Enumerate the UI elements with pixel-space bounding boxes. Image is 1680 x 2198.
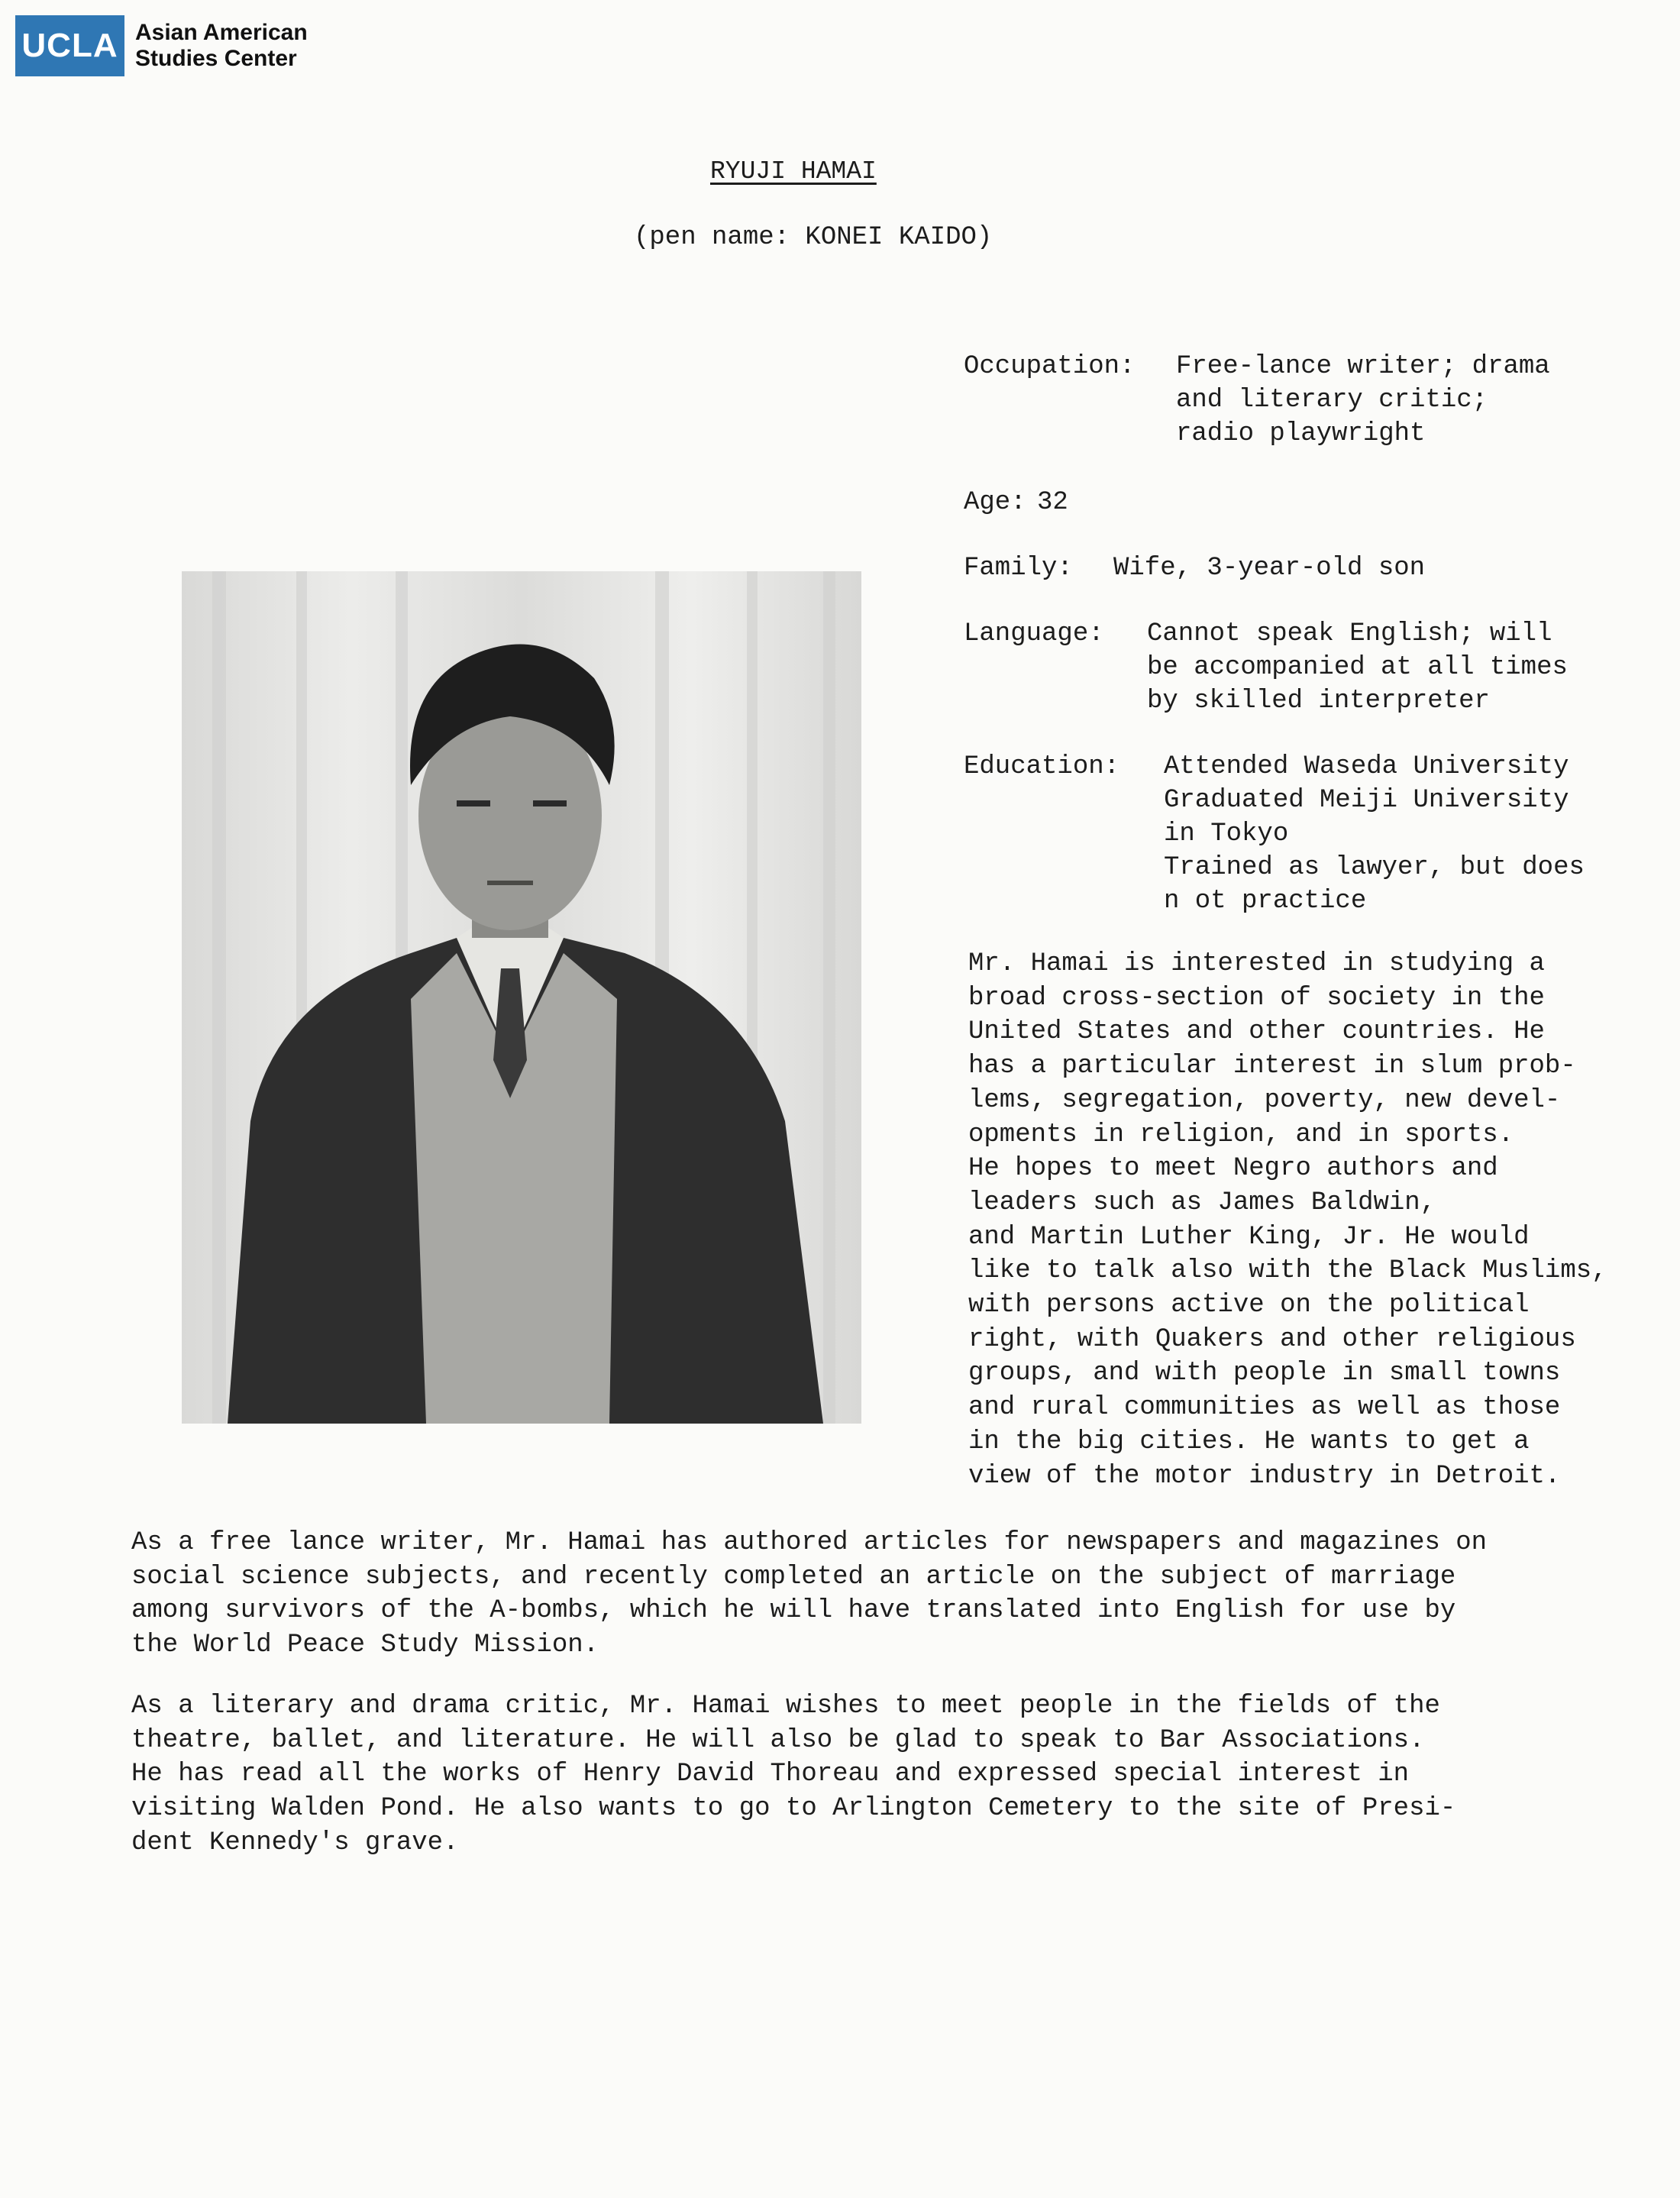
occupation-line: Free-lance writer; drama: [1176, 352, 1550, 381]
paragraph-line: the World Peace Study Mission.: [131, 1631, 599, 1660]
document-title: RYUJI HAMAI: [710, 157, 877, 186]
education-line: n ot practice: [1164, 887, 1367, 916]
paragraph-line: As a free lance writer, Mr. Hamai has authored articles for newspapers and magazines on: [131, 1528, 1488, 1557]
bio-line: with persons active on the political: [968, 1291, 1530, 1320]
org-name-line-2: Studies Center: [135, 46, 297, 71]
family-label: Family:: [964, 554, 1073, 583]
occupation-line: radio playwright: [1176, 419, 1426, 448]
ucla-logo: [15, 15, 308, 76]
family-value: Wife, 3-year-old son: [1113, 554, 1426, 583]
org-name: [135, 20, 308, 72]
paragraph-line: dent Kennedy's grave.: [131, 1828, 459, 1857]
pen-name: (pen name: KONEI KAIDO): [634, 223, 993, 252]
education-field: [964, 750, 1585, 918]
education-label: Education:: [964, 752, 1120, 781]
age-value: 32: [1037, 488, 1068, 517]
occupation-line: and literary critic;: [1176, 386, 1488, 415]
language-line: be accompanied at all times: [1147, 653, 1568, 682]
bio-line: in the big cities. He wants to get a: [968, 1427, 1530, 1456]
paragraph-line: theatre, ballet, and literature. He will also be glad to speak to Bar Associations.: [131, 1725, 1425, 1755]
portrait-photo: [182, 571, 861, 1424]
bio-line: has a particular interest in slum prob-: [968, 1052, 1576, 1081]
bio-line: Mr. Hamai is interested in studying a: [968, 949, 1545, 978]
paragraph-line: He has read all the works of Henry David Thoreau and expressed special interest in: [131, 1760, 1410, 1789]
family-field: [964, 551, 1425, 585]
paragraph-line: visiting Walden Pond. He also wants to go to Arlington Cemetery to the site of Presi-: [131, 1794, 1456, 1824]
ucla-wordmark: UCLA: [15, 15, 124, 76]
bio-line: broad cross-section of society in the: [968, 983, 1545, 1013]
education-line: in Tokyo: [1164, 819, 1289, 848]
bio-line: lems, segregation, poverty, new devel-: [968, 1085, 1561, 1115]
bio-line: leaders such as James Baldwin,: [968, 1188, 1436, 1217]
portrait-illustration: [182, 571, 861, 1424]
occupation-label: Occupation:: [964, 352, 1136, 381]
bio-paragraph: [968, 947, 1607, 1493]
language-field: [964, 617, 1568, 718]
bio-line: right, with Quakers and other religious: [968, 1324, 1576, 1354]
org-name-line-1: Asian American: [135, 20, 308, 45]
language-label: Language:: [964, 619, 1104, 648]
education-line: Trained as lawyer, but does: [1164, 853, 1585, 882]
age-label: Age:: [964, 488, 1026, 517]
bio-line: like to talk also with the Black Muslims,: [968, 1256, 1607, 1286]
bio-line: opments in religion, and in sports.: [968, 1120, 1514, 1149]
writer-paragraph: [131, 1526, 1487, 1663]
paragraph-line: among survivors of the A-bombs, which he will have translated into English for use by: [131, 1596, 1456, 1626]
bio-line: groups, and with people in small towns: [968, 1359, 1561, 1388]
bio-line: view of the motor industry in Detroit.: [968, 1461, 1561, 1491]
bio-line: and rural communities as well as those: [968, 1393, 1561, 1423]
education-line: Graduated Meiji University: [1164, 786, 1569, 815]
age-field: [964, 486, 1068, 519]
language-line: Cannot speak English; will: [1147, 619, 1552, 648]
critic-paragraph: [131, 1689, 1455, 1860]
bio-line: and Martin Luther King, Jr. He would: [968, 1222, 1530, 1252]
language-line: by skilled interpreter: [1147, 687, 1490, 716]
education-line: Attended Waseda University: [1164, 752, 1569, 781]
paragraph-line: As a literary and drama critic, Mr. Hamai wishes to meet people in the fields of the: [131, 1692, 1440, 1721]
occupation-field: [964, 350, 1550, 451]
bio-line: He hopes to meet Negro authors and: [968, 1154, 1498, 1184]
paragraph-line: social science subjects, and recently completed an article on the subject of marriage: [131, 1562, 1456, 1592]
bio-line: United States and other countries. He: [968, 1017, 1545, 1047]
